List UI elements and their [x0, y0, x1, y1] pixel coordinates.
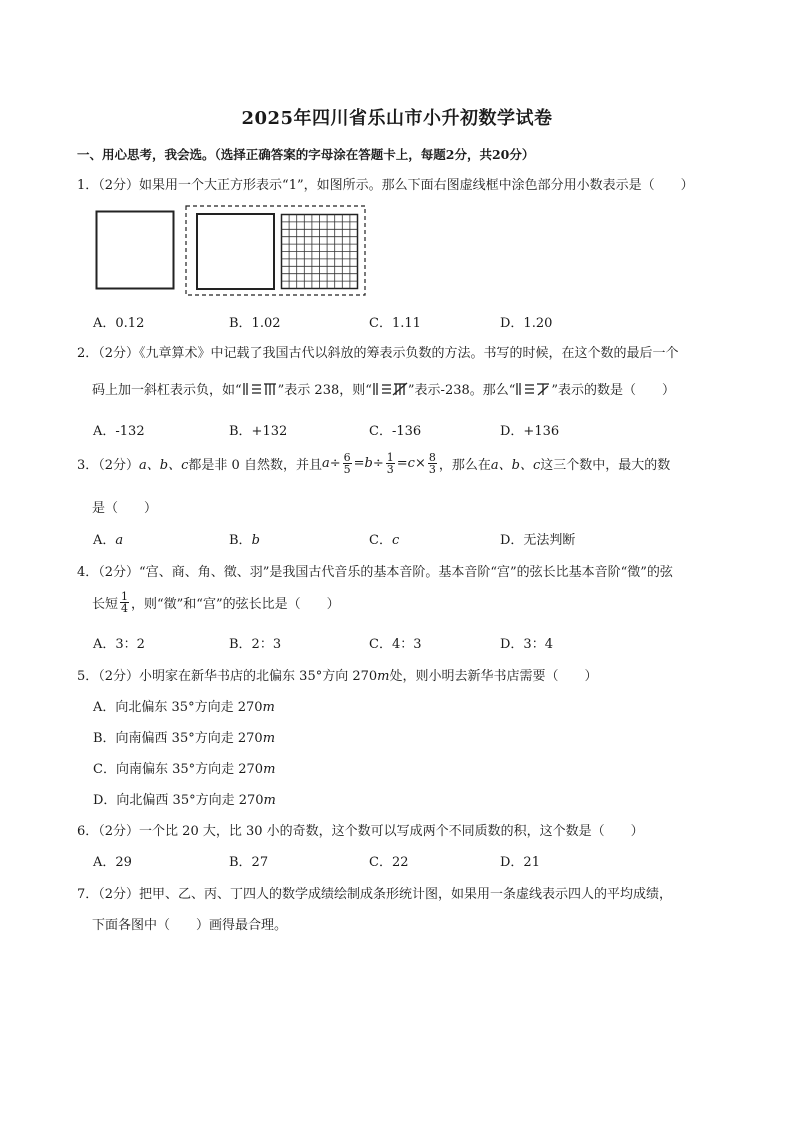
q3-fraction-6-5: $\frac{6}{5}$ [343, 451, 351, 476]
q2-text-b: ”表示 238，则“ [277, 383, 372, 398]
q6-option-b[interactable]: B．27 [229, 855, 269, 870]
q3-equals: = [353, 456, 365, 471]
q3-fraction-1-3: $\frac{1}{3}$ [386, 451, 394, 476]
counting-rod-238-icon [242, 381, 278, 397]
q3-text-3: 这三个数中，最大的数 [540, 458, 671, 473]
q1-grid-square [280, 213, 360, 291]
q4-option-b[interactable]: B．2：3 [229, 637, 282, 652]
q2-option-d[interactable]: D．+136 [500, 424, 560, 439]
q3-div-sign-2: ÷ [372, 456, 384, 471]
question-3-line1 [77, 452, 670, 475]
q3-fraction-8-3: $\frac{8}{3}$ [428, 451, 436, 476]
q5-option-c[interactable]: C．向南偏东 35°方向走 270m [93, 762, 276, 777]
q3-text: 都是非 0 自然数，并且 [188, 458, 322, 473]
question-2-line2 [92, 379, 675, 398]
question-7-line2: 下面各图中（ ）画得最合理。 [92, 918, 288, 933]
question-4-line2 [92, 591, 340, 614]
q4-option-c[interactable]: C．4：3 [369, 637, 422, 652]
q2-text-c: ”表示-238。那么“ [407, 383, 516, 398]
q3-times-sign: × [414, 456, 426, 471]
section-heading: 一、用心思考，我会选。（选择正确答案的字母涂在答题卡上，每题2分，共20分） [77, 147, 535, 162]
question-3-line2: 是（ ） [92, 501, 158, 516]
counting-rod-neg238-icon [372, 381, 408, 397]
question-2-line1: 2．（2分）《九章算术》中记载了我国古代以斜放的筹表示负数的方法。书写的时候，在这个数的最后一个 [77, 346, 679, 361]
q1-option-d[interactable]: D．1.20 [500, 316, 553, 331]
q3-option-a[interactable]: A．a [93, 533, 124, 548]
counting-rod-query-icon [515, 381, 551, 397]
q3-equals-2: = [396, 456, 408, 471]
q3-var-b: b [364, 456, 373, 471]
q4-text-a: 长短 [92, 597, 119, 612]
q5-option-d[interactable]: D．向北偏西 35°方向走 270m [93, 793, 276, 808]
question-4-line1: 4．（2分）“宫、商、角、徵、羽”是我国古代音乐的基本音阶。基本音阶“宫”的弦长比基本音阶“徵”的弦 [77, 565, 673, 580]
q3-var-c: c [407, 456, 415, 471]
q3-vars-2: a、b、c [490, 458, 541, 473]
q3-text-2: ，那么在 [438, 458, 491, 473]
question-1-text: 1．（2分）如果用一个大正方形表示“1”，如图所示。那么下面右图虚线框中涂色部分用小数表示是（ ） [77, 178, 694, 193]
q2-text-a: 码上加一斜杠表示负，如“ [92, 383, 242, 398]
q3-vars: a、b、c [139, 458, 189, 473]
q3-number: 3．（2分） [77, 458, 140, 473]
q3-option-b[interactable]: B．b [229, 533, 260, 548]
q4-text-b: ，则“徵”和“宫”的弦长比是（ ） [131, 597, 340, 612]
question-7-line1: 7．（2分）把甲、乙、丙、丁四人的数学成绩绘制成条形统计图，如果用一条虚线表示四人的平均成绩， [77, 887, 673, 902]
q6-option-c[interactable]: C．22 [369, 855, 409, 870]
q4-option-d[interactable]: D．3：4 [500, 637, 553, 652]
page-title: 2025年四川省乐山市小升初数学试卷 [241, 108, 553, 129]
question-5-text: 5．（2分）小明家在新华书店的北偏东 35°方向 270m处，则小明去新华书店需要（ ） [77, 669, 598, 684]
q3-option-c[interactable]: C．c [369, 533, 400, 548]
q5-option-a[interactable]: A．向北偏东 35°方向走 270m [93, 700, 275, 715]
q2-text-d: ”表示的数是（ ） [551, 383, 676, 398]
q6-option-a[interactable]: A．29 [93, 855, 132, 870]
question-6-text: 6．（2分）一个比 20 大，比 30 小的奇数，这个数可以写成两个不同质数的积，这个数是（ ） [77, 824, 644, 839]
q4-option-a[interactable]: A．3：2 [93, 637, 145, 652]
q1-option-c[interactable]: C．1.11 [369, 316, 421, 331]
q4-fraction-1-4: $\frac{1}{4}$ [121, 590, 129, 615]
q5-option-b[interactable]: B．向南偏西 35°方向走 270m [93, 731, 276, 746]
q3-div-sign: ÷ [329, 456, 341, 471]
q6-option-d[interactable]: D．21 [500, 855, 540, 870]
q2-option-b[interactable]: B．+132 [229, 424, 288, 439]
q2-option-c[interactable]: C．-136 [369, 424, 422, 439]
q1-unit-square [95, 210, 177, 292]
q1-option-a[interactable]: A．0.12 [93, 316, 145, 331]
q1-option-b[interactable]: B．1.02 [229, 316, 281, 331]
q3-var-a: a [321, 456, 330, 471]
q3-option-d[interactable]: D．无法判断 [500, 533, 576, 548]
q2-option-a[interactable]: A．-132 [93, 424, 145, 439]
